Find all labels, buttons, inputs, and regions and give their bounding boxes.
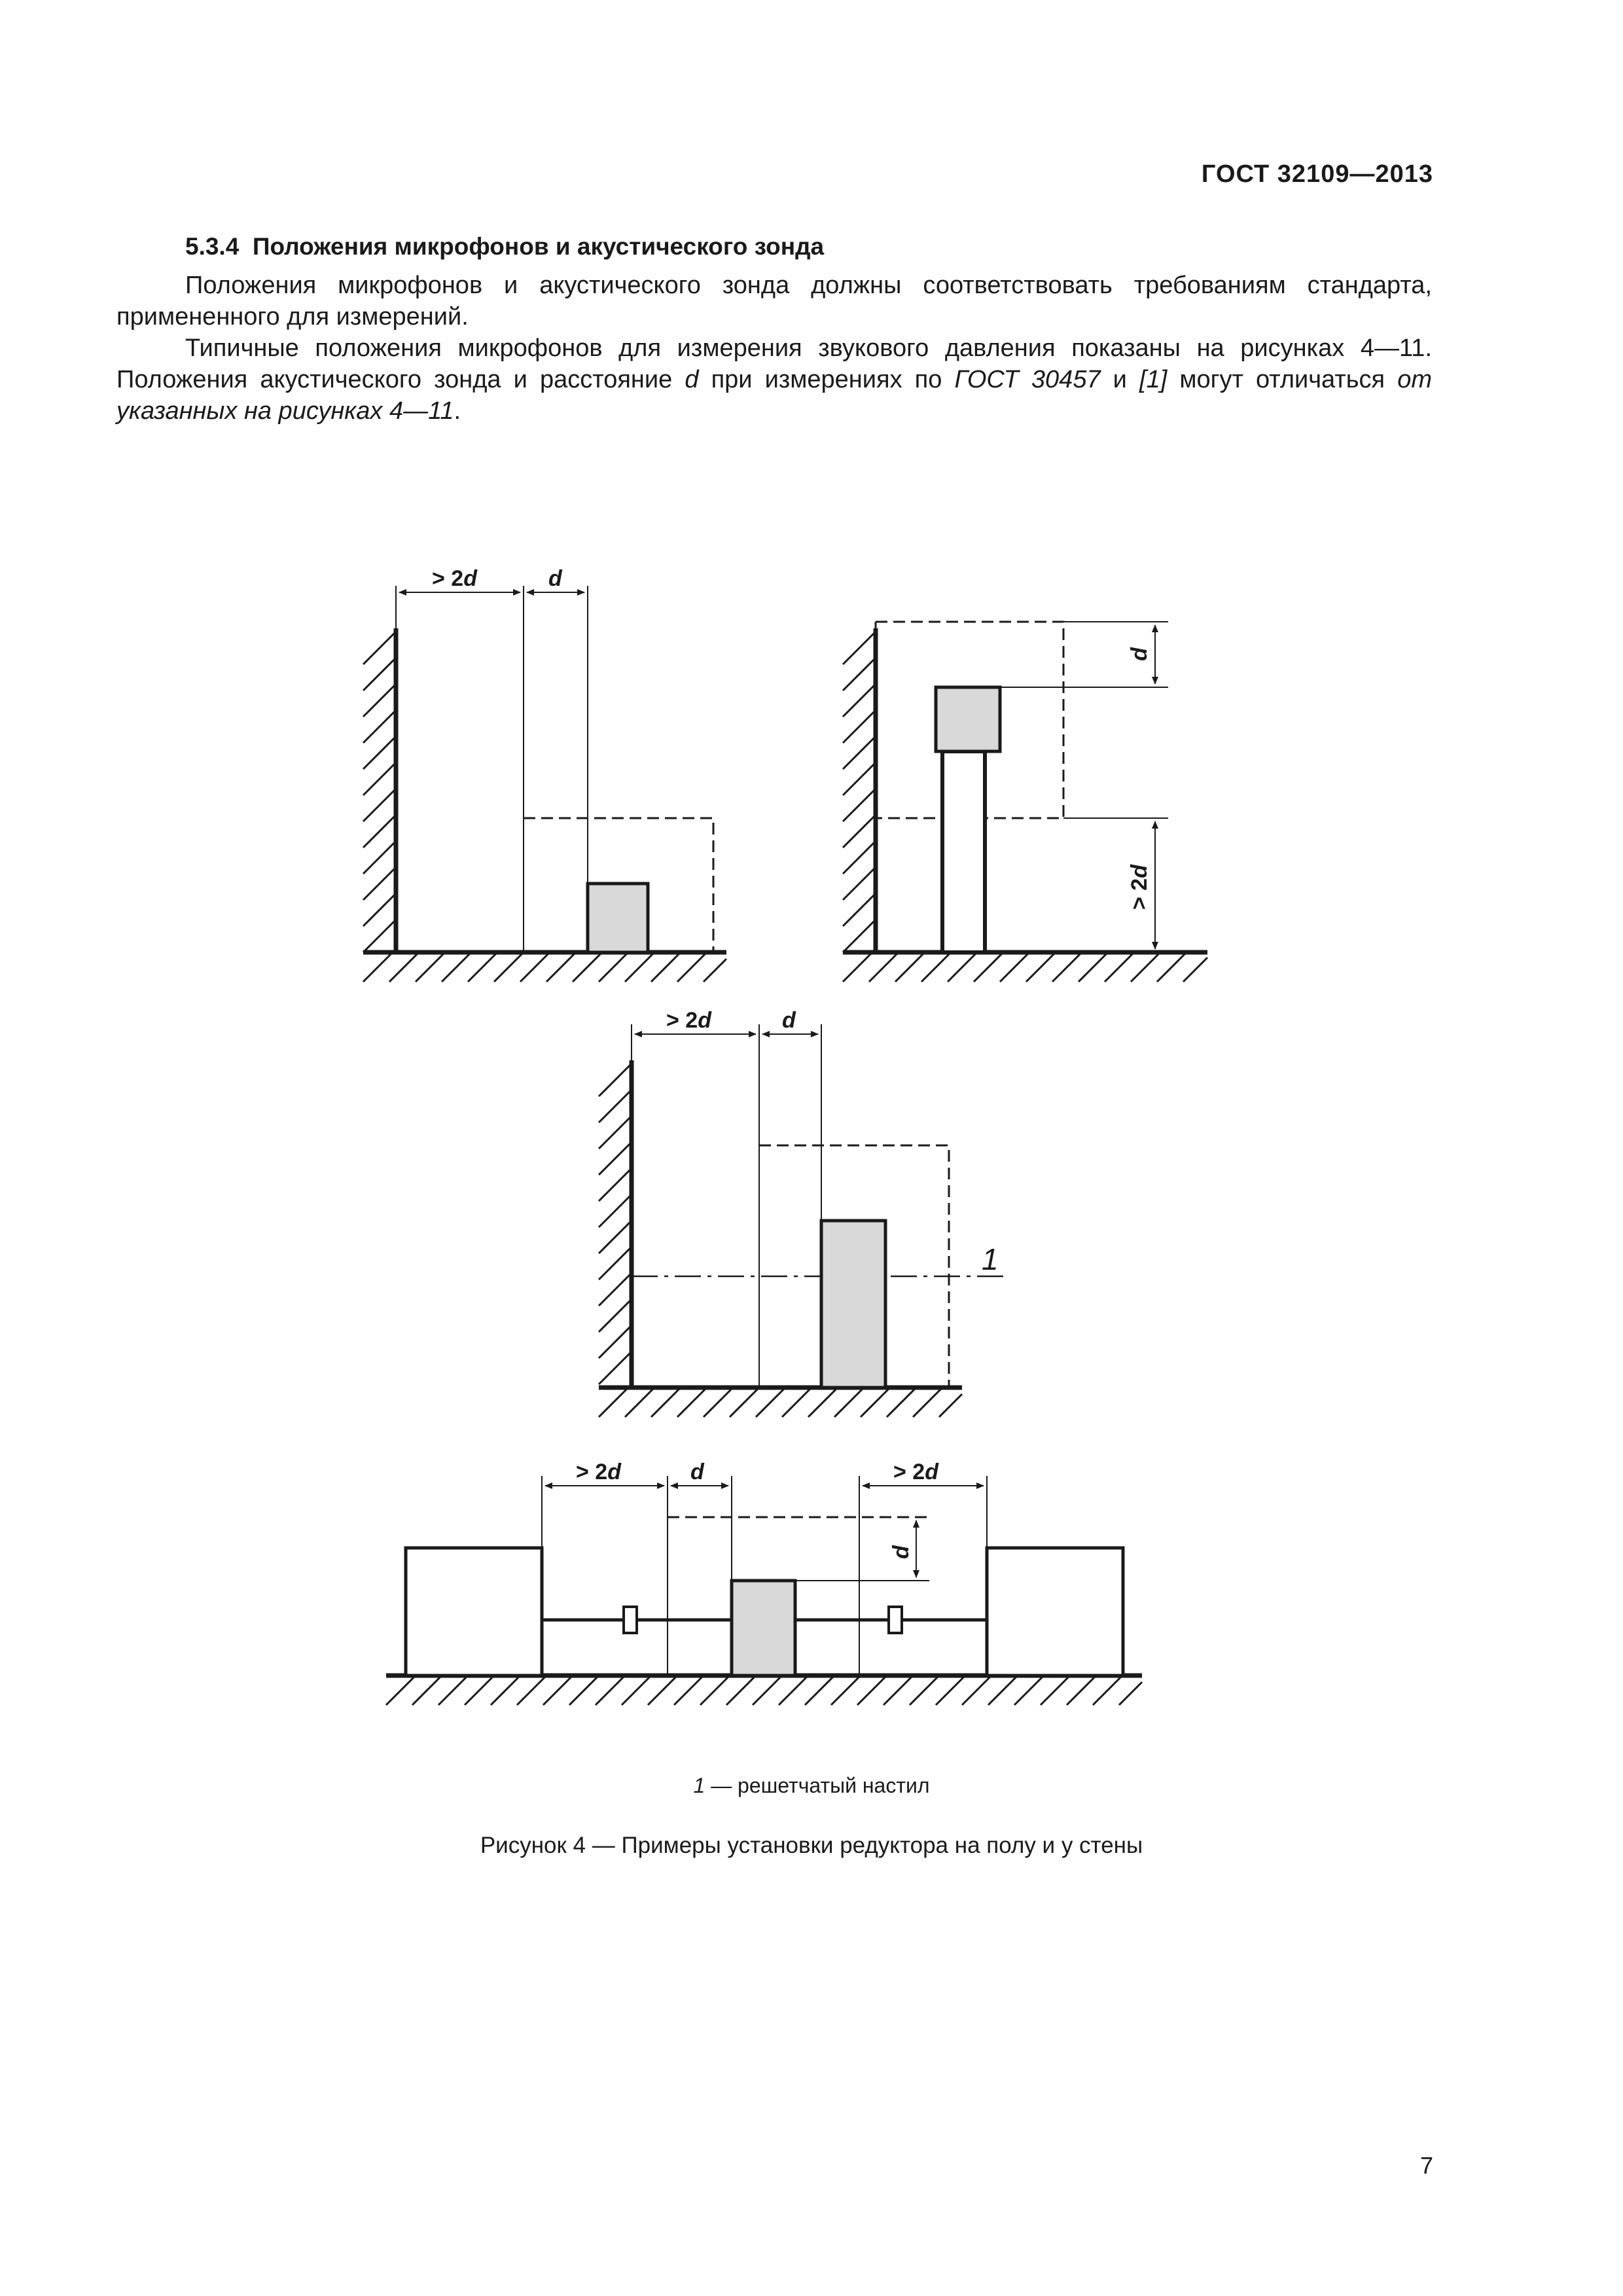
reducer-box bbox=[821, 1221, 885, 1388]
wall-hatch bbox=[843, 632, 876, 952]
standard-code: ГОСТ 32109—2013 bbox=[1201, 160, 1433, 188]
label-d-4: d bbox=[690, 1460, 704, 1484]
label-item-1: 1 bbox=[982, 1242, 999, 1276]
paragraph-2-bib-ref: [1] bbox=[1139, 366, 1168, 393]
label-gt2d-5: > 2d bbox=[893, 1460, 938, 1484]
subfigure-floor-wall bbox=[363, 586, 726, 982]
paragraph-2-d: d bbox=[685, 366, 699, 393]
legend-text: — решетчатый настил bbox=[705, 1774, 930, 1797]
floor-hatch bbox=[363, 952, 726, 982]
reducer-box bbox=[732, 1581, 795, 1676]
coupling-right bbox=[889, 1607, 902, 1633]
floor-hatch bbox=[386, 1676, 1142, 1705]
reducer-box bbox=[936, 687, 1000, 751]
label-d-1: d bbox=[548, 566, 562, 591]
motor-box bbox=[406, 1548, 542, 1676]
label-gt2d-2: > 2d bbox=[1127, 865, 1152, 910]
section-number: 5.3.4 bbox=[185, 233, 240, 260]
wall-hatch bbox=[599, 1064, 632, 1384]
floor-hatch bbox=[843, 952, 1207, 982]
section-title: Положения микрофонов и акустического зонда bbox=[252, 233, 825, 260]
subfigure-inline-drive bbox=[386, 1476, 1142, 1705]
coupling-left bbox=[624, 1607, 637, 1633]
label-gt2d-1: > 2d bbox=[432, 566, 477, 591]
figure-caption: Рисунок 4 — Примеры установки редуктора на полу и у стены bbox=[480, 1833, 1143, 1858]
page-number: 7 bbox=[1419, 2152, 1433, 2179]
wall-hatch bbox=[363, 632, 396, 952]
paragraph-1-text: Положения микрофонов и акустического зонда должны соответствовать требованиям стандарта, примененного для измерений. bbox=[116, 272, 1432, 331]
paragraph-2-text-f: от указанных на рисунках 4—11 bbox=[116, 366, 1433, 425]
paragraph-2-text-c: и bbox=[1100, 366, 1140, 393]
paragraph-2-text-a: Типичные положения микрофонов для измерения звукового давления показаны на рисунках 4—11. Положения акустического зонда и расстояние bbox=[116, 334, 1432, 393]
reducer-box bbox=[588, 884, 648, 952]
legend-number: 1 bbox=[693, 1774, 705, 1797]
label-d-5: d bbox=[889, 1545, 914, 1559]
figure-legend bbox=[0, 1774, 1623, 1798]
paragraph-2-end: . bbox=[454, 397, 461, 425]
subfigure-raised-on-stand bbox=[843, 622, 1207, 982]
label-d-2: d bbox=[1127, 647, 1152, 661]
driven-machine-box bbox=[987, 1548, 1123, 1676]
floor-hatch bbox=[599, 1388, 962, 1417]
paragraph-2-gost-ref: ГОСТ 30457 bbox=[954, 366, 1101, 393]
paragraph-2-text-e: могут отличаться bbox=[1167, 366, 1398, 393]
label-gt2d-3: > 2d bbox=[666, 1008, 711, 1033]
stand bbox=[942, 751, 985, 952]
label-d-3: d bbox=[782, 1008, 796, 1033]
subfigure-grating-floor bbox=[599, 1024, 1005, 1417]
paragraph-2-text-b: при измерениях по bbox=[698, 366, 955, 393]
label-gt2d-4: > 2d bbox=[576, 1460, 621, 1484]
